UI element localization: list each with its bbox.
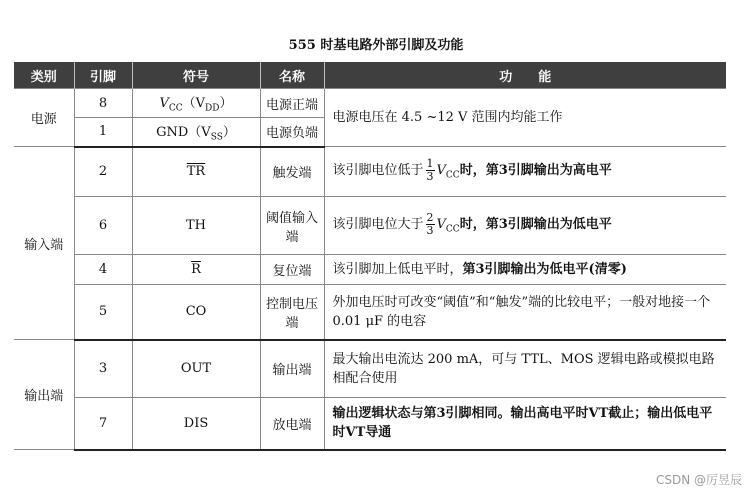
- pin-symbol: $\overline{TR}$: [132, 147, 260, 197]
- header-name: 名称: [260, 62, 324, 89]
- pin-symbol: $V_{CC}(V_{DD})$: [132, 89, 260, 118]
- pin-number: 2: [74, 147, 132, 197]
- pin-symbol: DIS: [132, 398, 260, 450]
- table-row: [14, 147, 726, 197]
- pin-function: 电源电压在 4.5 ~12 V 范围内均能工作: [324, 89, 726, 147]
- watermark: CSDN @厉昱辰: [655, 473, 742, 487]
- pin-name: 放电端: [260, 398, 324, 450]
- table-title: 555 时基电路外部引脚及功能: [288, 38, 464, 53]
- header-function: 功 能: [324, 62, 726, 89]
- pin-name: 触发端: [260, 147, 324, 197]
- pin-symbol: OUT: [132, 340, 260, 398]
- pin-function: 该引脚电位低于 $\frac{1}{3}$ $V_{CC}$时，第3引脚输出为高电平: [324, 147, 726, 197]
- pin-name: 控制电压端: [260, 285, 324, 340]
- pin-name: 复位端: [260, 255, 324, 285]
- pin-name: 输出端: [260, 340, 324, 398]
- table-row: [14, 197, 726, 255]
- pin-name: 电源正端: [260, 89, 324, 118]
- table-row: [14, 398, 726, 450]
- pin-function: 输出逻辑状态与第3引脚相同。输出高电平时VT截止；输出低电平时VT导通: [324, 398, 726, 450]
- pin-number: 7: [74, 398, 132, 450]
- table-row: [14, 255, 726, 285]
- pin-number: 4: [74, 255, 132, 285]
- pin-symbol: TH: [132, 197, 260, 255]
- pin-number: 3: [74, 340, 132, 398]
- pin-function: 该引脚加上低电平时，第3引脚输出为低电平(清零): [324, 255, 726, 285]
- header-pin: 引脚: [74, 62, 132, 89]
- pin-symbol: $\overline{R}$: [132, 255, 260, 285]
- pin-name: 电源负端: [260, 118, 324, 147]
- table-row: [14, 89, 726, 118]
- pin-symbol: CO: [132, 285, 260, 340]
- header-category: 类别: [14, 62, 74, 89]
- pin-number: 8: [74, 89, 132, 118]
- category-input: 输入端: [14, 147, 74, 340]
- category-output: 输出端: [14, 340, 74, 450]
- header-row: [14, 62, 726, 89]
- pin-symbol: $GND(V_{SS})$: [132, 118, 260, 147]
- pin-name: 阈值输入端: [260, 197, 324, 255]
- pin-number: 5: [74, 285, 132, 340]
- pin-number: 6: [74, 197, 132, 255]
- table-row: [14, 285, 726, 340]
- pin-function: 外加电压时可改变“阈值”和“触发”端的比较电平；一般对地接一个 0.01 μF 的电容: [324, 285, 726, 340]
- pin-function: 该引脚电位大于 $\frac{2}{3}$ $V_{CC}$时，第3引脚输出为低电平: [324, 197, 726, 255]
- category-power: 电源: [14, 89, 74, 147]
- pin-number: 1: [74, 118, 132, 147]
- pin-function: 最大输出电流达 200 mA，可与 TTL、MOS 逻辑电路或模拟电路相配合使用: [324, 340, 726, 398]
- table-row: [14, 340, 726, 398]
- header-symbol: 符号: [132, 62, 260, 89]
- pin-table: [14, 62, 726, 451]
